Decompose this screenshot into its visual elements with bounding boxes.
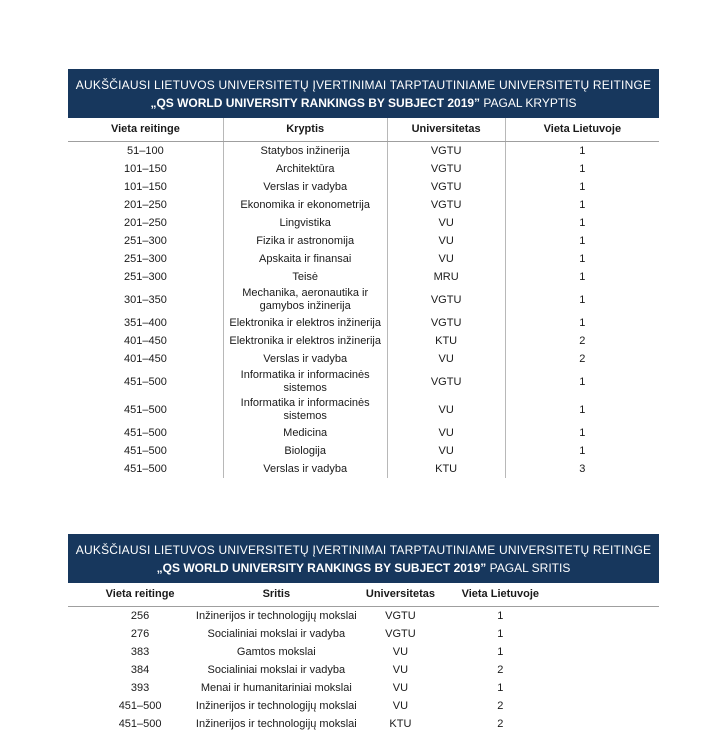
table-body (68, 607, 659, 733)
table-row (68, 715, 659, 733)
table-row (68, 460, 659, 478)
table-cell: KTU (387, 460, 505, 478)
table-row (68, 625, 659, 643)
table-cell: VU (387, 424, 505, 442)
table-cell: MRU (387, 268, 505, 286)
table-cell: 384 (130, 663, 150, 676)
table-cell: 3 (505, 460, 659, 478)
table-cell: Ekonomika ir ekonometrija (223, 196, 387, 214)
table-cell: 1 (505, 250, 659, 268)
table-cell: 1 (505, 314, 659, 332)
table-cell: VGTU (387, 196, 505, 214)
column-header-vieta-reitinge: Vieta reitinge (110, 123, 180, 135)
table-cell: 1 (505, 196, 659, 214)
column-header-row (68, 118, 659, 142)
table-cell: 401–450 (124, 352, 167, 365)
column-header-row (68, 583, 659, 607)
table-cell: Gamtos mokslai (236, 645, 316, 658)
table-cell: Inžinerijos ir technologijų mokslai (195, 717, 357, 730)
table-row (68, 697, 659, 715)
table-cell: KTU (389, 717, 412, 730)
table-cell: 451–500 (124, 462, 167, 475)
table-cell: VU (392, 699, 409, 712)
column-header-vieta-lietuvoje: Vieta Lietuvoje (461, 588, 540, 600)
table-cell: Biologija (223, 442, 387, 460)
table-cell: 1 (497, 681, 504, 694)
table-cell: Socialiniai mokslai ir vadyba (207, 663, 346, 676)
table-cell: VU (387, 250, 505, 268)
table-cell: VGTU (387, 314, 505, 332)
table-cell: Informatika ir informacinės sistemos (223, 396, 387, 424)
table-row (68, 332, 659, 350)
table-cell: 1 (497, 627, 504, 640)
banner-title-line1: AUKŠČIAUSI LIETUVOS UNIVERSITETŲ ĮVERTINIMAI TARPTAUTINIAME UNIVERSITETŲ REITINGE (75, 78, 652, 92)
table-cell: Socialiniai mokslai ir vadyba (207, 627, 346, 640)
table-cell: Inžinerijos ir technologijų mokslai (195, 699, 357, 712)
table-cell: Teisė (223, 268, 387, 286)
table-cell: 251–300 (124, 270, 167, 283)
table-cell: 1 (505, 214, 659, 232)
table-cell: 301–350 (124, 293, 167, 306)
table-cell: VGTU (385, 609, 416, 622)
table-cell: Elektronika ir elektros inžinerija (223, 314, 387, 332)
table-row (68, 160, 659, 178)
table-cell: VU (387, 232, 505, 250)
table-cell: Elektronika ir elektros inžinerija (223, 332, 387, 350)
table-row (68, 232, 659, 250)
column-header-universitetas: Universitetas (387, 118, 505, 141)
table-cell: 1 (505, 178, 659, 196)
table-cell: Apskaita ir finansai (223, 250, 387, 268)
table-cell: VU (392, 681, 409, 694)
table-row (68, 196, 659, 214)
table-row (68, 643, 659, 661)
table-cell: 451–500 (124, 444, 167, 457)
table-cell: 1 (497, 609, 504, 622)
table-cell: 1 (505, 286, 659, 314)
table-cell: VU (387, 442, 505, 460)
table-cell: 2 (497, 717, 504, 730)
table-cell: 2 (497, 699, 504, 712)
table-cell: 451–500 (124, 375, 167, 388)
table-cell: 451–500 (124, 426, 167, 439)
table-cell: KTU (387, 332, 505, 350)
table-cell: 201–250 (124, 216, 167, 229)
table-cell: Inžinerijos ir technologijų mokslai (195, 609, 357, 622)
table-title-banner (68, 69, 659, 118)
table-cell: 256 (130, 609, 150, 622)
table-cell: Verslas ir vadyba (223, 178, 387, 196)
column-header-universitetas: Universitetas (365, 588, 435, 600)
table-cell: VGTU (387, 286, 505, 314)
table-cell: 1 (505, 142, 659, 160)
table-cell: VU (387, 214, 505, 232)
table-row (68, 314, 659, 332)
table-row (68, 661, 659, 679)
table-cell: VGTU (385, 627, 416, 640)
column-header-kryptis: Kryptis (223, 118, 387, 141)
table-row (68, 396, 659, 424)
table-cell: 1 (505, 268, 659, 286)
table-cell: 451–500 (124, 403, 167, 416)
table-cell: Medicina (223, 424, 387, 442)
table-cell: Informatika ir informacinės sistemos (223, 368, 387, 396)
table-cell: 1 (505, 232, 659, 250)
banner-rankings-suffix: PAGAL KRYPTIS (480, 96, 577, 110)
table-cell: 101–150 (124, 162, 167, 175)
table-cell: 276 (130, 627, 150, 640)
table-cell: 1 (505, 424, 659, 442)
table-cell: 1 (505, 396, 659, 424)
table-cell: VGTU (387, 178, 505, 196)
table-row (68, 268, 659, 286)
table-row (68, 368, 659, 396)
table-row (68, 607, 659, 625)
table-cell: 2 (497, 663, 504, 676)
banner-title-line1: AUKŠČIAUSI LIETUVOS UNIVERSITETŲ ĮVERTINIMAI TARPTAUTINIAME UNIVERSITETŲ REITINGE (75, 543, 652, 557)
table-row (68, 286, 659, 314)
ranking-table-by-subject (68, 69, 659, 478)
table-cell: Verslas ir vadyba (223, 460, 387, 478)
banner-title-line2 (74, 96, 653, 110)
banner-title-line2 (74, 561, 653, 575)
table-cell: 1 (505, 160, 659, 178)
table-cell: 393 (130, 681, 150, 694)
table-row (68, 250, 659, 268)
table-cell: 351–400 (124, 316, 167, 329)
table-cell: VU (387, 350, 505, 368)
table-cell: 1 (505, 368, 659, 396)
ranking-table-by-area (68, 534, 659, 733)
table-cell: VGTU (387, 142, 505, 160)
table-cell: 401–450 (124, 334, 167, 347)
table-cell: Verslas ir vadyba (223, 350, 387, 368)
table-cell: VU (392, 645, 409, 658)
table-cell: 1 (497, 645, 504, 658)
table-row (68, 142, 659, 160)
table-cell: Menai ir humanitariniai mokslai (200, 681, 352, 694)
table-body (68, 142, 659, 478)
table-cell: 383 (130, 645, 150, 658)
table-cell: 2 (505, 350, 659, 368)
table-cell: Architektūra (223, 160, 387, 178)
banner-rankings-name: „QS WORLD UNIVERSITY RANKINGS BY SUBJECT 2019” (156, 561, 487, 575)
table-cell: VGTU (387, 368, 505, 396)
table-cell: 101–150 (124, 180, 167, 193)
table-cell: 251–300 (124, 252, 167, 265)
table-row (68, 178, 659, 196)
table-cell: VGTU (387, 160, 505, 178)
table-row (68, 679, 659, 697)
column-header-vieta-lietuvoje: Vieta Lietuvoje (505, 118, 659, 141)
table-cell: VU (392, 663, 409, 676)
table-row (68, 442, 659, 460)
table-cell: 51–100 (127, 144, 164, 157)
table-row (68, 214, 659, 232)
table-cell: VU (387, 396, 505, 424)
table-cell: 251–300 (124, 234, 167, 247)
column-header-sritis: Sritis (262, 588, 291, 600)
table-cell: 201–250 (124, 198, 167, 211)
table-cell: Statybos inžinerija (223, 142, 387, 160)
table-cell: Lingvistika (223, 214, 387, 232)
banner-rankings-name: „QS WORLD UNIVERSITY RANKINGS BY SUBJECT 2019” (150, 96, 481, 110)
column-header-vieta-reitinge: Vieta reitinge (105, 588, 175, 600)
table-cell: 2 (505, 332, 659, 350)
table-cell: 451–500 (118, 717, 162, 730)
banner-rankings-suffix: PAGAL SRITIS (486, 561, 571, 575)
table-cell: 1 (505, 442, 659, 460)
table-cell: 451–500 (118, 699, 162, 712)
table-cell: Mechanika, aeronautika ir gamybos inžinerija (223, 286, 387, 314)
table-row (68, 424, 659, 442)
table-row (68, 350, 659, 368)
table-title-banner (68, 534, 659, 583)
table-cell: Fizika ir astronomija (223, 232, 387, 250)
